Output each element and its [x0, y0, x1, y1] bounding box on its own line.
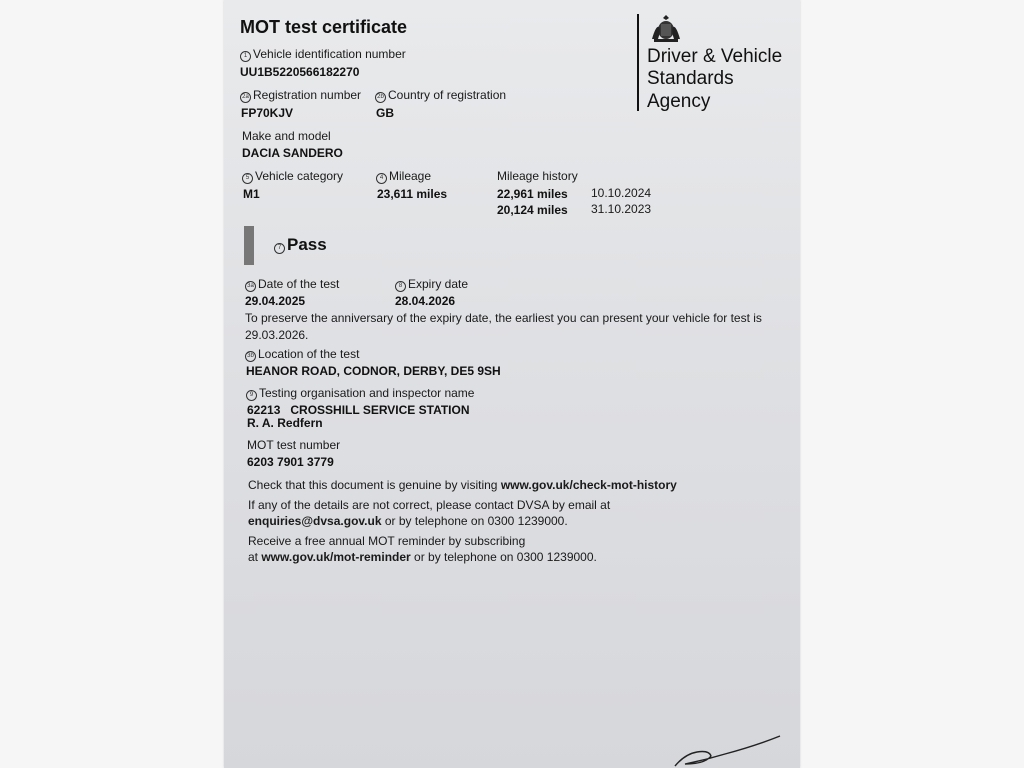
vin-value: UU1B5220566182270: [240, 65, 360, 79]
anniversary-note-line1: To preserve the anniversary of the expiry date, the earliest you can present your vehicle for test is: [245, 311, 762, 325]
field-number-badge: 9: [246, 390, 257, 401]
reminder-line2: at www.gov.uk/mot-reminder or by telephone on 0300 1239000.: [248, 550, 597, 564]
check-mot-history-link: www.gov.uk/check-mot-history: [500, 478, 677, 492]
registration-value: FP70KJV: [241, 106, 294, 120]
mileage-history-date-1: 10.10.2024: [591, 186, 652, 200]
field-number-badge: 3b: [245, 351, 256, 362]
contact-line2: enquiries@dvsa.gov.uk or by telephone on 0300 1239000.: [248, 514, 568, 528]
mileage-value: 23,611 miles: [377, 187, 448, 201]
field-number-badge: 3a: [245, 281, 256, 292]
agency-name-line1: Driver & Vehicle: [647, 46, 783, 67]
mileage-history-miles-2: 20,124 miles: [497, 203, 568, 217]
category-value: M1: [243, 187, 260, 201]
contact-email: enquiries@dvsa.gov.uk: [248, 514, 382, 528]
field-number-badge: 4: [376, 173, 387, 184]
result-status-bar: [244, 226, 254, 265]
result-status: 7 Pass: [274, 235, 327, 255]
agency-name-line3: Agency: [647, 91, 711, 112]
inspector-name: R. A. Redfern: [247, 416, 323, 430]
field-number-badge: 8: [395, 281, 406, 292]
category-label: 5 Vehicle category: [242, 169, 343, 184]
royal-crest-icon: [648, 13, 684, 43]
field-number-badge: 2b: [375, 92, 386, 103]
field-number-badge: 5: [242, 173, 253, 184]
vin-label: 1 Vehicle identification number: [240, 47, 406, 62]
mileage-history-miles-1: 22,961 miles: [497, 187, 568, 201]
expiry-date-value: 28.04.2026: [395, 294, 456, 308]
country-label: 2b Country of registration: [375, 88, 506, 103]
test-date-value: 29.04.2025: [245, 294, 306, 308]
field-number-badge: 7: [274, 243, 285, 254]
signature-scribble: [670, 728, 785, 768]
test-date-label: 3a Date of the test: [245, 277, 339, 292]
country-value: GB: [376, 106, 394, 120]
agency-name-line2: Standards: [647, 68, 734, 89]
field-number-badge: 2a: [240, 92, 251, 103]
mot-number-value: 6203 7901 3779: [247, 455, 334, 469]
make-model-value: DACIA SANDERO: [242, 146, 343, 160]
certificate-paper: [224, 0, 800, 768]
make-model-label: Make and model: [242, 129, 331, 143]
check-genuine-text: Check that this document is genuine by visiting www.gov.uk/check-mot-history: [248, 478, 677, 492]
location-value: HEANOR ROAD, CODNOR, DERBY, DE5 9SH: [246, 364, 501, 378]
mileage-label: 4 Mileage: [376, 169, 431, 184]
mileage-history-date-2: 31.10.2023: [591, 202, 652, 216]
mot-number-label: MOT test number: [247, 438, 341, 452]
anniversary-note-line2: 29.03.2026.: [245, 328, 309, 342]
contact-line1: If any of the details are not correct, please contact DVSA by email at: [248, 498, 611, 512]
reminder-line1: Receive a free annual MOT reminder by subscribing: [248, 534, 526, 548]
testing-org-value: 62213 CROSSHILL SERVICE STATION: [247, 403, 470, 417]
location-label: 3b Location of the test: [245, 347, 359, 362]
agency-divider: [637, 14, 639, 111]
mileage-history-label: Mileage history: [497, 169, 578, 183]
certificate-title: MOT test certificate: [240, 17, 408, 37]
expiry-date-label: 8 Expiry date: [395, 277, 468, 292]
registration-label: 2a Registration number: [240, 88, 361, 103]
field-number-badge: 1: [240, 51, 251, 62]
testing-org-label: 9 Testing organisation and inspector name: [246, 386, 474, 401]
mot-reminder-link: www.gov.uk/mot-reminder: [261, 550, 411, 564]
